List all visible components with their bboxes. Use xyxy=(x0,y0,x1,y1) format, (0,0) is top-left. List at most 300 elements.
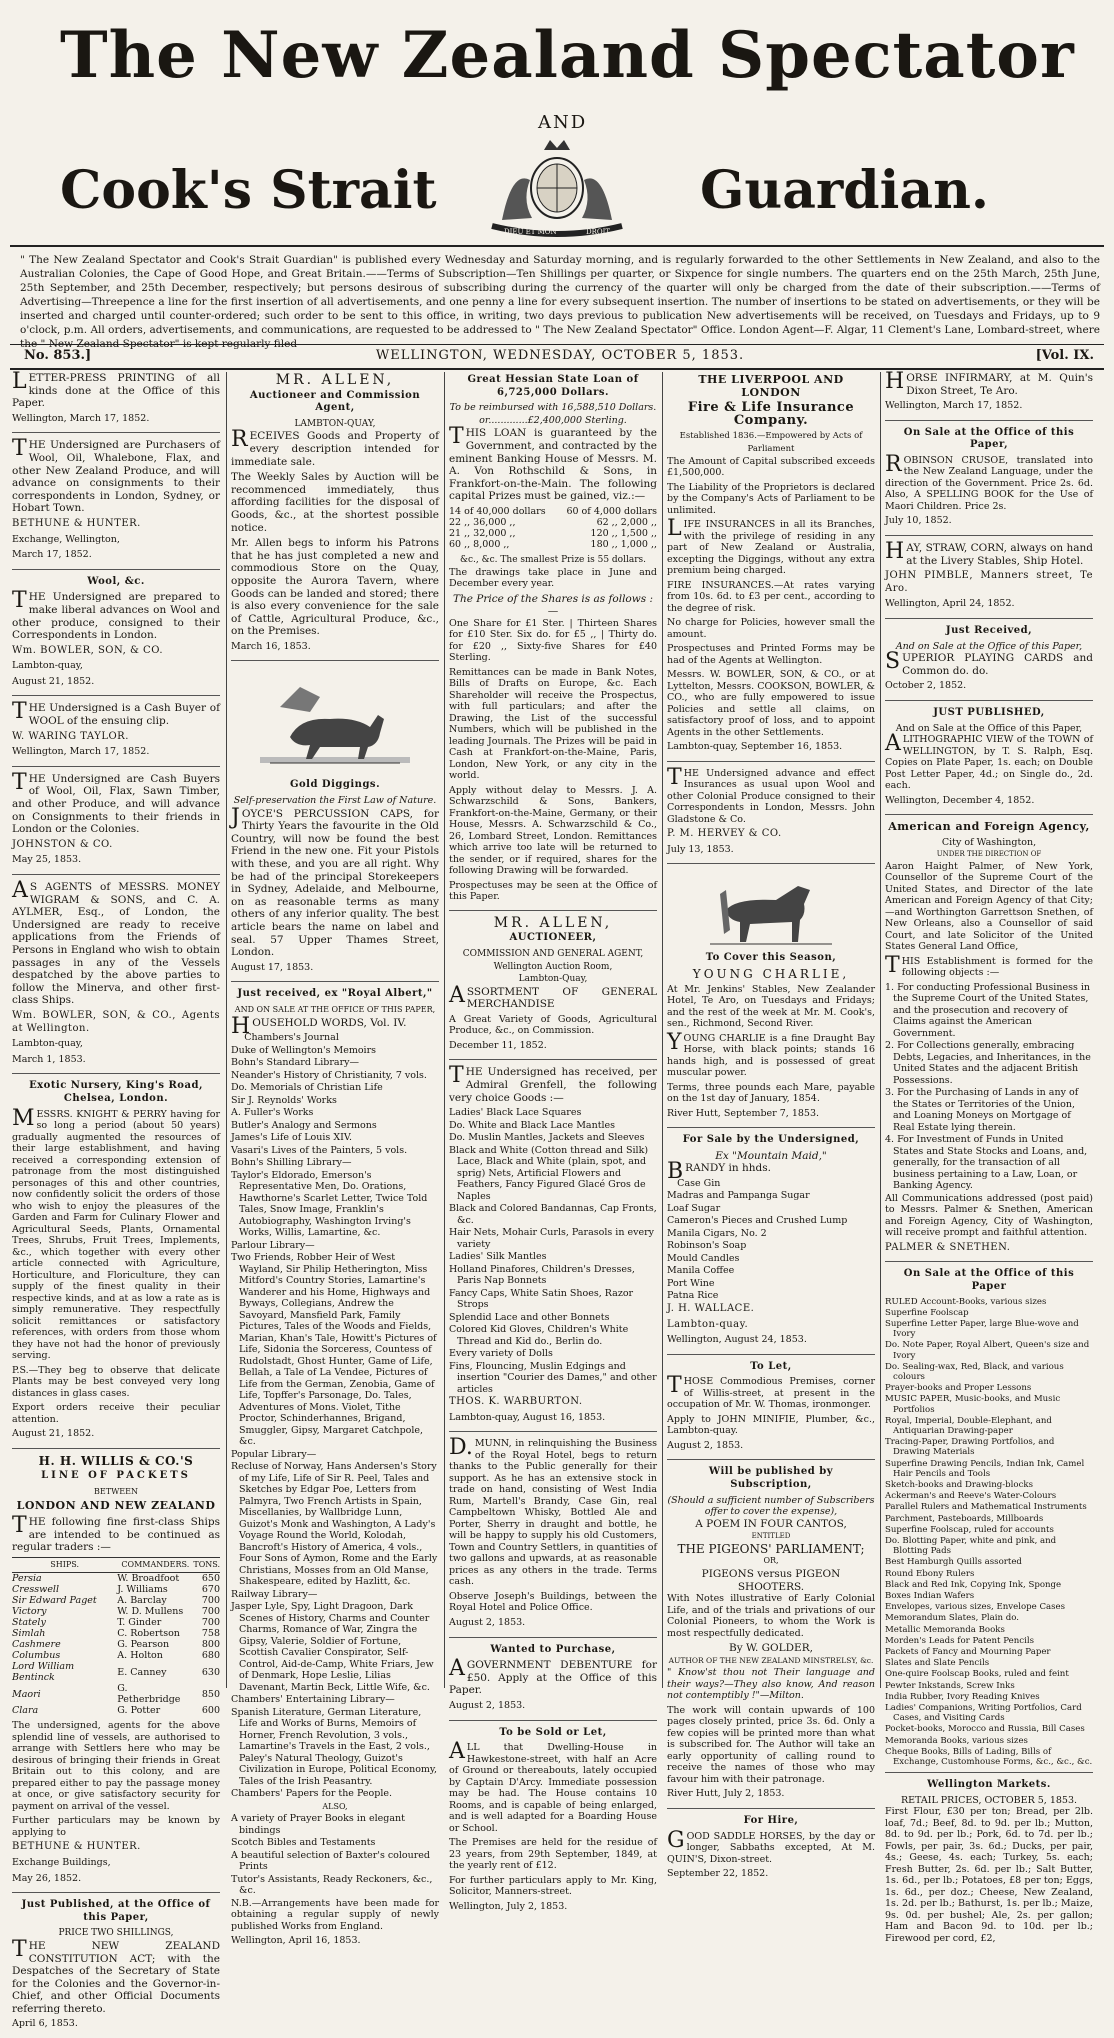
ad-pigeons-parliament xyxy=(667,1466,875,1809)
list-item: Spanish Literature, German Literature, Life and Works of Burns, Memoirs of Horner, French Revolution, 3 vols., Lamartine's Travels in the East, 2 vols., Paley's Natural Theology, Guizot's Civilization in Europe, Political Economy, Tales of the Irish Peasantry. xyxy=(231,1706,438,1787)
ad-text: For further particulars apply to Mr. King, Solicitor, Manners-street. xyxy=(449,1874,657,1898)
ad-text: D.MUNN, in relinquishing the Business of the Royal Hotel, begs to return thanks to the Public generally for their support. As he has an extensive stock in trade on hand, consisting of West India Rum, Martell's Brandy, Case Gin, real Campbeltown Whisky, Bottled Ale and Porter, Sherry in draught and bottle, he will be happy to supply his old Customers, Town and Country Settlers, in quantities of two gallons and upwards, at as reasonable prices as any others in the trade. Terms cash. xyxy=(449,1435,657,1588)
ad-text: Prospectuses and Printed Forms may be had of the Agents at Wellington. xyxy=(667,643,875,666)
ship-commander: G. Pearson xyxy=(117,1639,170,1651)
ad-text: Prospectuses may be seen at the Office of this Paper. xyxy=(449,879,657,903)
ad-between: BETWEEN xyxy=(94,1486,138,1496)
column-4 xyxy=(667,372,875,1879)
ship-commander: J. Williams xyxy=(117,1584,168,1596)
masthead-rule xyxy=(10,245,1104,247)
ad-date: River Hutt, July 2, 1853. xyxy=(667,1788,785,1800)
ship-name: Simlah xyxy=(12,1628,46,1640)
ship-tons: 700 xyxy=(201,1617,220,1629)
ad-heading: Great Hessian State Loan of 6,725,000 Dollars. xyxy=(467,374,639,398)
ad-heading: Wool, &c. xyxy=(87,575,145,587)
ad-route: LONDON AND NEW ZEALAND xyxy=(16,1499,216,1513)
ad-role: AUCTIONEER, xyxy=(509,932,597,944)
list-item: Packets of Fancy and Mourning Paper xyxy=(885,1647,1051,1658)
list-item: Robinson's Soap xyxy=(667,1240,747,1252)
ship-name: Clara xyxy=(12,1705,39,1717)
ad-heading: Wanted to Purchase, xyxy=(490,1643,616,1655)
list-item: India Rubber, Ivory Reading Knives xyxy=(885,1691,1040,1702)
ad-lithographic-view xyxy=(885,707,1093,815)
ad-place: Exchange, Wellington, xyxy=(12,533,120,545)
ad-text: LETTER-PRESS PRINTING of all kinds done at the Office of this Paper. xyxy=(12,369,220,410)
list-item: Superfine Drawing Pencils, Indian Ink, Camel Hair Pencils and Tools xyxy=(885,1458,1085,1479)
ships-header: TONS. xyxy=(193,1557,220,1573)
table-row xyxy=(12,1650,220,1661)
ad-mr-allen-auctioneer xyxy=(449,914,657,1061)
masthead-and: AND xyxy=(538,112,588,133)
ad-title: ASSORTMENT OF GENERAL MERCHANDISE xyxy=(449,982,657,1011)
ship-name: Cresswell xyxy=(12,1584,60,1596)
ad-heading: Just Received, xyxy=(945,625,1033,637)
ad-subheading: The Price of the Shares is as follows :— xyxy=(452,592,653,618)
list-item: Slates and Slate Pencils xyxy=(885,1658,990,1669)
list-item: Port Wine xyxy=(667,1277,715,1289)
ad-robinson-crusoe xyxy=(885,427,1093,536)
list-item: Memoranda Books, various sizes xyxy=(885,1735,1028,1746)
ad-bethune-hunter xyxy=(12,436,220,569)
ad-date: Wellington, March 17, 1852. xyxy=(12,746,150,758)
ad-joyces-caps xyxy=(231,667,439,982)
ships-header-row xyxy=(12,1557,220,1573)
ad-price: One Share for £1 Ster. | Thirteen Shares for £10 Ster. Six do. for £5 ,, | Thirty do. for £20 ,, Sixty-five Shares for £40 Sterling. xyxy=(449,617,657,664)
list-item: Sir J. Reynolds' Works xyxy=(231,1094,337,1106)
ad-heading: Exotic Nursery, King's Road, Chelsea, London. xyxy=(29,1080,203,1104)
ad-text: JOYCE'S PERCUSSION CAPS, for Thirty Years the favourite in the Old Country, will now be found the best Friend in the new one. Fit your Pistols with these, and you are all right. Why be had of the principal Storekeepers in Sydney, Adelaide, and Melbourne, on as reasonable terms as many others of any inferior quality. The best article bears the name on label and seal. 57 Upper Thames Street, London. xyxy=(231,804,439,959)
ship-commander: G. Potter xyxy=(117,1705,161,1717)
ad-text: Terms, three pounds each Mare, payable on the 1st day of January, 1854. xyxy=(667,1081,875,1105)
ad-text: THE Undersigned has received, per Admiral Grenfell, the following very choice Goods :— xyxy=(449,1063,657,1104)
dateline-rule-bottom xyxy=(10,368,1104,370)
ship-name: Columbus xyxy=(12,1650,61,1662)
prize-cell: 14 of 40,000 dollars xyxy=(449,505,546,517)
ad-text: Mr. Allen begs to inform his Patrons that he has just completed a new and commodious Store on the Quay, opposite the Aurora Tavern, where Goods can be landed and stored; there is also every convenience for the sale of Cattle, Agricultural Produce, &c., on the Premises. xyxy=(231,537,439,638)
list-item: Do. White and Black Lace Mantles xyxy=(449,1119,616,1131)
ad-text: Apply without delay to Messrs. J. A. Schwarzschild & Sons, Bankers, Frankfort-on-the-Maine, Germany, or their House, Messrs. A. Schwarzschild & Co., 26, Lombard Street, London. Remittances which arrive too late will be returned to the sender, or if required, shares for the following Drawing will be forwarded. xyxy=(449,784,657,877)
prize-cell: 60 of 4,000 dollars xyxy=(566,505,657,517)
ad-place: Exchange Buildings, xyxy=(12,1856,111,1868)
list-item: Envelopes, various sizes, Envelope Cases xyxy=(885,1602,1066,1613)
ship-tons: 630 xyxy=(201,1666,220,1678)
column-2 xyxy=(231,372,439,1947)
list-item: MUSIC PAPER, Music-books, and Music Portfolios xyxy=(885,1394,1061,1415)
list-item: Madras and Pampanga Sugar xyxy=(667,1190,810,1202)
ad-note: N.B.—Arrangements have been made for obtaining a regular supply of newly published Works from England. xyxy=(231,1897,439,1932)
column-divider xyxy=(226,372,227,1688)
list-item: Round Ebony Rulers xyxy=(885,1568,975,1579)
ad-text: HORSE INFIRMARY, at M. Quin's Dixon Street, Te Aro. xyxy=(885,369,1093,397)
column-5 xyxy=(885,369,1093,1944)
ad-heading: Will be published by Subscription, xyxy=(708,1466,834,1490)
ad-caption: Gold Diggings. xyxy=(289,779,381,791)
list-item: Chambers' Papers for the People. xyxy=(231,1788,393,1800)
ad-text: GOOD SADDLE HORSES, by the day or longer, Sabbaths excepted, At M. QUIN'S, Dixon-street. xyxy=(667,1827,875,1865)
list-item: Black and Red Ink, Copying Ink, Sponge xyxy=(885,1579,1062,1590)
ship-tons: 850 xyxy=(201,1688,220,1700)
ad-heading: JUST PUBLISHED, xyxy=(933,706,1045,718)
list-item: Case Gin xyxy=(677,1177,721,1189)
ships-header: COMMANDERS. xyxy=(117,1557,193,1573)
ad-signature: JOHN PIMBLE, Manners street, Te Aro. xyxy=(885,570,1093,594)
ad-warburton xyxy=(449,1063,657,1432)
ad-also: ALSO, xyxy=(322,1801,348,1811)
ad-text: With Notes illustrative of Early Colonial Life, and of the trials and privations of our Colonial Pioneers, to whom the Work is most respectfully dedicated. xyxy=(667,1593,875,1639)
prize-cell: 62 ,, 2,000 ,, xyxy=(596,516,657,528)
ad-text: Remittances can be made in Bank Notes, Bills of Drafts on Europe, &c. Each Shareholder will receive the Prospectus, with full particulars; and after the Drawing, the List of the successful Numbers, which will be published in the leading Journals. The Prizes will be paid in Cash at Frankfort-on-the-Maine, Paris, London, New York, or any city in the world. xyxy=(449,666,657,782)
ad-subheading: And on Sale at the Office of this Paper, xyxy=(895,640,1083,652)
ad-letterpress xyxy=(12,369,220,433)
list-item: Prayer-books and Proper Lessons xyxy=(885,1383,1032,1394)
book-list xyxy=(231,1032,439,1800)
list-item: RULED Account-Books, various sizes xyxy=(885,1296,1047,1307)
ship-commander: E. Canney xyxy=(117,1666,167,1678)
ad-title: THE PIGEONS' PARLIAMENT; xyxy=(677,1541,865,1556)
ad-text: SUPERIOR PLAYING CARDS and Common do. do. xyxy=(885,649,1093,677)
ship-tons: 800 xyxy=(201,1639,220,1651)
ad-heading: MR. ALLEN, xyxy=(493,914,613,931)
ships-table xyxy=(12,1557,220,1717)
list-item: Tracing-Paper, Drawing Portfolios, and Drawing Materials xyxy=(885,1437,1055,1458)
ad-to-let xyxy=(667,1361,875,1461)
list-item: Neander's History of Christianity, 7 vols. xyxy=(231,1069,427,1081)
table-row xyxy=(449,528,657,539)
ad-signature: Wm. BOWLER, SON, & CO., Agents at Wellington. xyxy=(12,1009,220,1034)
masthead-right-subtitle: Guardian. xyxy=(700,160,990,221)
ad-date: August 21, 1852. xyxy=(12,675,95,687)
ad-subheading: City of Washington, xyxy=(941,836,1037,848)
prizes-table xyxy=(449,506,657,550)
ad-text: A Great Variety of Goods, Agricultural Produce, &c., on Commission. xyxy=(449,1013,657,1037)
ad-date: September 22, 1852. xyxy=(667,1868,769,1879)
ad-text: AS AGENTS of MESSRS. MONEY WIGRAM & SONS, and C. A. AYLMER, Esq., of London, the Undersigned are ready to receive applications from the Friends of Persons in England who wish to obtain passages in any of the Vessels despatched by the above parties to follow the Minerva, and other first-class Ships. xyxy=(12,878,220,1007)
ad-date: Wellington, July 2, 1853. xyxy=(449,1900,568,1912)
ad-text: FIRE INSURANCES.—At rates varying from 10s. 6d. to £3 per cent., according to the degree of risk. xyxy=(667,579,875,614)
ad-date: October 2, 1852. xyxy=(885,680,967,692)
ad-date: April 6, 1853. xyxy=(12,2018,78,2030)
ad-date: August 2, 1853. xyxy=(449,1699,526,1711)
list-item: Hair Nets, Mohair Curls, Parasols in every variety xyxy=(449,1227,654,1250)
ad-place: LAMBTON-QUAY, xyxy=(294,418,376,429)
ship-commander: G. Petherbridge xyxy=(117,1683,181,1706)
table-row xyxy=(12,1661,220,1683)
ad-young-charlie xyxy=(667,870,875,1128)
list-item: Parlour Library— xyxy=(231,1239,315,1251)
ad-heading: To Let, xyxy=(750,1360,792,1372)
ad-date: August 2, 1853. xyxy=(667,1439,744,1451)
ship-commander: C. Robertson xyxy=(117,1628,180,1640)
ad-subheading: RETAIL PRICES, OCTOBER 5, 1853. xyxy=(900,1794,1078,1806)
ad-heading: H. H. WILLIS & CO.'S xyxy=(38,1453,194,1468)
ad-signature: PALMER & SNETHEN. xyxy=(885,1241,1011,1253)
ad-subheading: or.............£2,400,000 Sterling. xyxy=(479,414,627,426)
objects-list xyxy=(885,982,1093,1192)
list-item: Bohn's Shilling Library— xyxy=(231,1157,352,1169)
ad-date: May 25, 1853. xyxy=(12,854,82,866)
ad-heading: Wellington Markets. xyxy=(927,1779,1051,1791)
ad-text: THE NEW ZEALAND CONSTITUTION ACT; with the Despatches of the Secretary of State for the Colonies and the Governor-in-Chief, and other Official Documents referring thereto. xyxy=(12,1936,220,2015)
prizes-note: &c., &c. The smallest Prize is 55 dollars. xyxy=(459,554,646,565)
ad-text: The Premises are held for the residue of 23 years, from 29th September, 1849, at the yearly rent of £12. xyxy=(449,1837,657,1872)
royal-crest-icon xyxy=(482,130,632,240)
ad-signature: BETHUNE & HUNTER. xyxy=(12,517,141,529)
ad-hervey xyxy=(667,764,875,865)
publication-notice: " The New Zealand Spectator and Cook's Strait Guardian" is published every Wednesday and Saturday morning, and is regularly forwarded to the other Settlements in New Zealand, and also to the Australian Colonies, the Cape of Good Hope, and Great Britain.——Terms of Subscription—Ten Shillings per quarter, or Sixpence for single numbers. The quarters end on the 25th March, 25th June, 25th September, and 25th December, respectively; but persons desirous of subscribing during the currency of the quarter will only be charged from the date of their subscription.——Terms of Advertising—Threepence a line for the first insertion of all advertisements, and one penny a line for every subsequent insertion. The number of insertions to be stated on advertisements, or they will be inserted and charged until counter-ordered; such order to be sent to this office, in writing, two days previous to publication New advertisements will be received, on Tuesdays and Fridays, up to 9 o'clock, p.m. All orders, advertisements, and communications, are requested to be addressed to " The New Zealand Spectator" Office. London Agent—F. Algar, 11 Clement's Lane, Lombard-street, where the " New Zealand Spectator" is kept regularly filed xyxy=(20,254,1100,350)
ad-date: March 17, 1852. xyxy=(12,549,92,561)
list-item: Colored Kid Gloves, Children's White Thread and Kid do., Berlin do. xyxy=(449,1324,629,1347)
list-item: A beautiful selection of Baxter's coloured Prints xyxy=(231,1849,431,1873)
list-item: Vasari's Lives of the Painters, 5 vols. xyxy=(231,1144,408,1156)
ad-signature: P. M. HERVEY & CO. xyxy=(667,828,782,840)
ad-playing-cards xyxy=(885,625,1093,701)
ad-heading: On Sale at the Office of this Paper, xyxy=(903,426,1075,451)
list-item: Holland Pinafores, Children's Dresses, Paris Nap Bonnets xyxy=(449,1263,635,1287)
list-item: Parallel Rulers and Mathematical Instruments xyxy=(885,1502,1087,1513)
ad-heading: Just received, ex "Royal Albert," xyxy=(237,988,433,1000)
ad-text: ALITHOGRAPHIC VIEW of the TOWN of WELLINGTON, by T. S. Ralph, Esq. Copies on Plate Paper, 1s. each; on Double Post Letter Paper, 4d.; on Single do., 2d. each. xyxy=(885,731,1093,791)
ad-date: River Hutt, September 7, 1853. xyxy=(667,1107,820,1119)
ad-place: Lambton-quay, xyxy=(12,1038,83,1050)
table-row xyxy=(12,1705,220,1716)
ad-horse-infirmary xyxy=(885,369,1093,421)
table-row xyxy=(12,1683,220,1705)
table-row xyxy=(12,1595,220,1606)
ad-waring-taylor xyxy=(12,699,220,766)
ad-date: August 2, 1853. xyxy=(449,1616,526,1628)
ad-text: ROBINSON CRUSOE, translated into the New Zealand Language, under the direction of the Government. Price 2s. 6d. Also, A SPELLING BOOK for the Use of Maori Children. Price 2s. xyxy=(885,451,1093,512)
ad-mr-allen xyxy=(231,374,439,661)
table-row xyxy=(12,1573,220,1585)
list-item: A. Fuller's Works xyxy=(231,1107,314,1119)
list-item: A variety of Prayer Books in elegant bindings xyxy=(231,1813,405,1836)
ad-heading: MR. ALLEN, xyxy=(275,372,395,388)
book-list-more xyxy=(231,1813,439,1897)
ad-text: The undersigned, agents for the above splendid line of vessels, are authorised to arrange with Settlers here who may be desirous of bringing their friends in Great Britain out to this colony, and are prepared either to pay the passage money at once, or give satisfactory security for payment on arrival of the vessel. xyxy=(12,1720,220,1812)
ad-condition: (Should a sufficient number of Subscribers offer to cover the expense), xyxy=(667,1494,875,1518)
crest-motto-left: DIEU ET MON xyxy=(504,228,557,236)
ad-date: Wellington, December 4, 1852. xyxy=(885,794,1035,806)
ad-text: Aaron Haight Palmer, of New York, Counsellor of the Supreme Court of the United States, and Director of the late American and Foreign Agency of that City;—and Worthington Garrettson Snethen, of New Orleans, also a Counsellor of said Court, and late Solicitor of the United States General Land Office, xyxy=(885,860,1093,953)
list-item: Do. Note Paper, Royal Albert, Queen's size and Ivory xyxy=(885,1340,1090,1361)
ad-text: THE following fine first-class Ships are intended to be continued as regular traders :— xyxy=(12,1512,220,1554)
list-item: Black and White (Cotton thread and Silk) Lace, Black and White (plain, spot, and sprig) Nets, Artificial Flowers and Feathers, Fancy Figured Glacé Gros de Naples xyxy=(449,1144,649,1202)
column-divider xyxy=(444,372,445,1688)
ad-signature: JOHNSTON & CO. xyxy=(12,838,113,850)
list-item: Ladies' Black Lace Squares xyxy=(449,1107,582,1119)
ad-place: Lambton-Quay, xyxy=(518,974,588,985)
ship-commander: A. Holton xyxy=(117,1650,163,1662)
ad-text: The Weekly Sales by Auction will be recommenced immediately, thus affording facilities for the disposal of Goods, &c., at the shortest possible notice. xyxy=(231,471,439,534)
ad-text: No charge for Policies, however small the amount. xyxy=(667,617,875,640)
ad-wool xyxy=(12,576,220,697)
ad-date: Wellington, April 24, 1852. xyxy=(885,598,1015,610)
goods-list xyxy=(667,1178,875,1302)
ad-heading: Fire & Life Insurance Company. xyxy=(687,400,855,428)
ad-heading: Just Published, at the Office of this Paper, xyxy=(21,1899,211,1923)
list-item: Do. Muslin Mantles, Jackets and Sleeves xyxy=(449,1132,645,1144)
list-item: Railway Library— xyxy=(231,1588,318,1600)
ship-tons: 650 xyxy=(201,1573,220,1585)
ad-text: HAY, STRAW, CORN, always on hand at the Livery Stables, Ship Hotel. xyxy=(885,539,1093,567)
prize-cell: 120 ,, 1,500 ,, xyxy=(590,527,657,539)
ad-entitled: ENTITLED xyxy=(751,1532,791,1541)
ad-title: YOUNG CHARLIE, xyxy=(692,966,850,981)
ship-tons: 670 xyxy=(201,1584,220,1596)
horse-illustration-icon xyxy=(706,870,836,950)
ad-text: MESSRS. KNIGHT & PERRY having for so long a period (about 50 years) gradually augmented the resources of their large establishment, and having received a corresponding extension of patronage from the most distinguished personages of this and other countries, now confidently solicit the orders of those who wish to enjoy the pleasures of the Garden and Farm for Culinary Flower and Agricultural Seeds, Plants, Ornamental Trees, Shrubs, Fruit Trees, Implements, &c., which together with every other article connected with Agriculture, Horticulture, and Floriculture, they can supply of the finest quality in their respective kinds, and at as low a rate as is simply remunerative. They respectfully solicit remittances or satisfactory references, with orders from those whom they have not had the honor of previously serving. xyxy=(12,1105,220,1361)
list-item: Pewter Inkstands, Screw Inks xyxy=(885,1680,1015,1691)
ad-date: March 16, 1853. xyxy=(231,640,311,652)
table-row xyxy=(449,539,657,550)
column-divider xyxy=(880,372,881,1688)
ad-text: THOSE Commodious Premises, corner of Willis-street, at present in the occupation of Mr. W. Thomas, ironmonger. xyxy=(667,1373,875,1411)
list-item: Cameron's Pieces and Crushed Lump xyxy=(667,1215,848,1227)
ad-text: At Mr. Jenkins' Stables, New Zealander Hotel, Te Aro, on Tuesdays and Fridays; and the rest of the week at Mr. M. Cook's, sen., Richmond, Second River. xyxy=(667,983,875,1030)
ad-place: Lambton-quay. xyxy=(667,1318,749,1330)
list-item: Taylor's Eldorado, Emerson's Representative Men, Do. Orations, Hawthorne's Scarlet Letter, Twice Told Tales, Snow Image, Franklin's Autobiography, Washington Irving's Works, Willis, Lamartine, &c. xyxy=(231,1169,428,1239)
list-item: 3. For the Purchasing of Lands in any of the States or Territories of the Union, and Loaning Moneys on Mortgage of Real Estate lying therein. xyxy=(885,1087,1079,1133)
ad-date: March 1, 1853. xyxy=(12,1053,86,1065)
list-item: Manila Coffee xyxy=(667,1265,735,1277)
ad-debenture xyxy=(449,1644,657,1721)
list-item: Pocket-books, Morocco and Russia, Bill Cases xyxy=(885,1724,1085,1735)
ad-or: OR, xyxy=(763,1556,779,1566)
list-item: James's Life of Louis XIV. xyxy=(231,1132,353,1144)
ad-under: UNDER THE DIRECTION OF xyxy=(936,850,1042,859)
ad-text: All Communications addressed (post paid) to Messrs. Palmer & Snethen, American and Foreign Agency, City of Washington, will receive prompt and faithful attention. xyxy=(885,1192,1093,1239)
ad-author: By W. GOLDER, xyxy=(729,1642,813,1655)
ad-date: Lambton-quay, August 16, 1853. xyxy=(449,1411,606,1423)
table-row xyxy=(12,1617,220,1628)
ad-date: Wellington, March 17, 1852. xyxy=(12,412,150,424)
ad-american-agency xyxy=(885,821,1093,1262)
ad-date: July 13, 1853. xyxy=(667,843,734,855)
market-prices: First Flour, £30 per ton; Bread, per 2lb. loaf, 7d.; Beef, 8d. to 9d. per lb.; Mutton, 8d. to 9d. per lb.; Pork, 6d. to 7d. per lb.; Fowls, per pair, 3s. 6d.; Ducks, per pair, 4s.; Geese, 4s. each; Turkey, 5s. each; Fresh Butter, 2s. 6d. per lb.; Salt Butter, 1s. 6d., per lb.; Potatoes, £8 per ton; Eggs, 1s. 6d., per doz.; Cheese, New Zealand, 1s. 2d. per lb.; Bathurst, 1s. per lb.; Maize, 9s. 0d. per bushel; Ale, 2s. per gallon; Ham and Bacon 9d. to 10d. per lb.; Firewood per cord, £2, xyxy=(885,1806,1093,1944)
list-item: Cheque Books, Bills of Lading, Bills of Exchange, Customhouse Forms, &c., &c., &c. xyxy=(885,1746,1093,1768)
list-item: Two Friends, Robber Heir of West Wayland, Sir Philip Hetherington, Miss Mitford's Country Stories, Lamartine's Wanderer and his Home, Highways and Byways, Collegians, Andrew the Savoyard, Mansfield Park, Family Pictures, Tales of the Woods and Fields, Marian, Khan's Tale, Howitt's Pictures of Life, Sidonia the Sorceress, Countess of Rudolstadt, Ghost Hunter, Game of Life, Bellah, a Tale of La Vendee, Pictures of Life from the German, Zenobia, Game of Life, Topffer's Parsonage, Do. Tales, Adventures of Mons. Violet, Tithe Proctor, Schinderhannes, Brigand, Smuggler, Gipsy, Margaret Catchpole, &c. xyxy=(231,1252,437,1448)
column-3 xyxy=(449,372,657,1912)
prize-cell: 21 ,, 32,000 ,, xyxy=(449,527,516,539)
ships-header: SHIPS. xyxy=(12,1557,117,1573)
ad-heading: For Sale by the Undersigned, xyxy=(682,1134,860,1146)
list-item: One-quire Foolscap Books, ruled and feint xyxy=(885,1669,1069,1680)
list-item: Do. Sealing-wax, Red, Black, and various colours xyxy=(885,1361,1064,1382)
ad-text: AGOVERNMENT DEBENTURE for £50. Apply at the Office of this Paper. xyxy=(449,1656,657,1697)
list-item: Patna Rice xyxy=(667,1290,719,1302)
ad-apply: Apply to JOHN MINIFIE, Plumber, &c., Lambton-quay. xyxy=(667,1413,875,1437)
ad-text: The drawings take place in June and December every year. xyxy=(449,566,657,590)
ship-name: Victory xyxy=(12,1606,47,1618)
ad-johnston xyxy=(12,769,220,875)
list-item: Memorandum Slates, Plain do. xyxy=(885,1613,1019,1624)
ad-signature: BETHUNE & HUNTER. xyxy=(12,1841,141,1853)
ship-tons: 700 xyxy=(201,1606,220,1618)
ad-text: THE Undersigned are Cash Buyers of Wool, Oil, Flax, Sawn Timber, and other Produce, and will advance on Consignments to their friends in London or the Colonies. xyxy=(12,769,220,836)
list-item: Splendid Lace and other Bonnets xyxy=(449,1311,610,1323)
dog-illustration-icon xyxy=(260,667,410,777)
issue-number: No. 853.] xyxy=(24,348,92,363)
ad-subheading: AND ON SALE AT THE OFFICE OF THIS PAPER, xyxy=(234,1004,436,1014)
ad-heading: On Sale at the Office of this Paper xyxy=(903,1268,1075,1292)
ad-hay-straw xyxy=(885,539,1093,619)
list-item: Manila Cigars, No. 2 xyxy=(667,1227,767,1239)
dateline xyxy=(20,346,1100,366)
ship-commander: T. Ginder xyxy=(117,1617,162,1629)
list-item: Metallic Memoranda Books xyxy=(885,1624,1005,1635)
ad-liverpool-london xyxy=(667,374,875,762)
ship-name: Cashmere xyxy=(12,1639,61,1651)
ship-name: Persia xyxy=(12,1573,42,1585)
ad-date: Wellington, March 17, 1852. xyxy=(885,400,1023,412)
list-item: Boxes Indian Wafers xyxy=(885,1591,975,1602)
masthead-title: The New Zealand Spectator xyxy=(60,18,1075,93)
list-item: 4. For Investment of Funds in United States and State Stocks and Loans, and, generally, for the transaction of all business pertaining to a Law, Loan, or Banking Agency. xyxy=(885,1134,1088,1192)
ad-text: The Amount of Capital subscribed exceeds £1,500,000. xyxy=(667,455,875,479)
ad-postscript: P.S.—They beg to observe that delicate Plants may be best conveyed very long distances in glass cases. xyxy=(12,1364,220,1399)
issue-date: WELLINGTON, WEDNESDAY, OCTOBER 5, 1853. xyxy=(375,348,745,363)
list-item: Chambers' Entertaining Library— xyxy=(231,1694,395,1706)
column-divider xyxy=(662,372,663,1688)
ad-poem: A POEM IN FOUR CANTOS, xyxy=(695,1517,847,1530)
list-item: Loaf Sugar xyxy=(667,1202,721,1214)
list-item: Superfine Foolscap xyxy=(885,1307,969,1318)
list-item: Do. Memorials of Christian Life xyxy=(231,1082,383,1094)
ad-heading: For Hire, xyxy=(743,1814,799,1826)
ad-role: COMMISSION AND GENERAL AGENT, xyxy=(462,948,644,959)
list-item: Recluse of Norway, Hans Andersen's Story of my Life, Life of Sir R. Peel, Tales and Sketches by Edgar Poe, Letters from Palmyra, Two French Artists in Spain, Miscellanies, by Wallbridge Lunn, Guizot's Monk and Washington, A Lady's Voyage Round the World, Kolodah, Bancroft's History of America, 4 vols., Four Sons of Aymon, Rome and the Early Christians, Mosses from an Old Manse, Shakespeare, edited by Hazlitt, &c. xyxy=(231,1461,438,1588)
list-item: Do. Blotting Paper, white and pink, and Blotting Pads xyxy=(885,1536,1057,1557)
ad-stationery xyxy=(885,1268,1093,1773)
ship-name: Stately xyxy=(12,1617,46,1629)
ship-tons: 700 xyxy=(201,1595,220,1607)
ad-heading: American and Foreign Agency, xyxy=(888,820,1090,834)
list-item: Fins, Flouncing, Muslin Edgings and insertion "Courier des Dames," and other articles xyxy=(449,1360,657,1395)
ad-wallace xyxy=(667,1134,875,1355)
ad-date: Wellington, August 24, 1853. xyxy=(667,1334,807,1346)
list-item: Butler's Analogy and Sermons xyxy=(231,1119,377,1131)
ship-tons: 680 xyxy=(201,1650,220,1662)
ad-text: The Liability of the Proprietors is declared by the Company's Acts of Parliament to be unlimited. xyxy=(667,481,875,516)
ad-signature: Wm. BOWLER, SON, & CO. xyxy=(12,644,163,656)
ad-motto: Self-preservation the First Law of Nature. xyxy=(233,795,437,807)
ad-subheading: And on Sale at the Office of this Paper, xyxy=(895,722,1083,734)
table-row xyxy=(449,517,657,528)
ad-wellington-markets xyxy=(885,1779,1093,1951)
list-item: Jasper Lyle, Spy, Light Dragoon, Dark Scenes of History, Charms and Counter Charms, Romance of War, Zingra the Gipsy, Valerie, Soldier of Fortune, Scottish Cavalier Conspirator, Self-Control, Aid-de-Camp, White Friars, Jew of Denmark, Hope Leslie, Lilias Davenant, Martin Beck, Little Wife, &c. xyxy=(231,1601,434,1693)
ship-commander: A. Barclay xyxy=(117,1595,167,1607)
ad-text: Further particulars may be known by applying to xyxy=(12,1815,220,1838)
ad-title: BRANDY in hhds. xyxy=(667,1159,771,1185)
ship-name: Maori xyxy=(12,1688,41,1700)
prize-cell: 22 ,, 36,000 ,, xyxy=(449,516,516,528)
prize-cell: 180 ,, 1,000 ,, xyxy=(590,538,657,550)
prize-cell: 60 ,, 8,000 ,, xyxy=(449,538,510,550)
ad-text: Observe Joseph's Buildings, between the Royal Hotel and Police Office. xyxy=(449,1590,657,1614)
ad-text: Messrs. W. BOWLER, SON, & CO., or at Lyttelton, Messrs. COOKSON, BOWLER, & CO., who are fully empowered to issue Policies and settle all claims, on satisfactory proof of loss, and to appoint Agents in the other Settlements. xyxy=(667,669,875,738)
column-1 xyxy=(12,369,220,2030)
list-item: Royal, Imperial, Double-Elephant, and Antiquarian Drawing-paper xyxy=(885,1415,1052,1436)
ad-place: Lambton-quay, xyxy=(12,660,83,672)
ad-date: May 26, 1852. xyxy=(12,1872,82,1884)
ad-subheading: Ex "Mountain Maid," xyxy=(715,1149,827,1162)
ad-saddle-horses xyxy=(667,1815,875,1888)
table-row xyxy=(12,1584,220,1595)
list-item: Tutor's Assistants, Ready Reckoners, &c., &c. xyxy=(231,1873,433,1897)
ad-date: December 11, 1852. xyxy=(449,1039,547,1051)
ad-date: August 21, 1852. xyxy=(12,1428,95,1439)
ad-text: THIS Establishment is formed for the following objects :— xyxy=(885,952,1093,979)
